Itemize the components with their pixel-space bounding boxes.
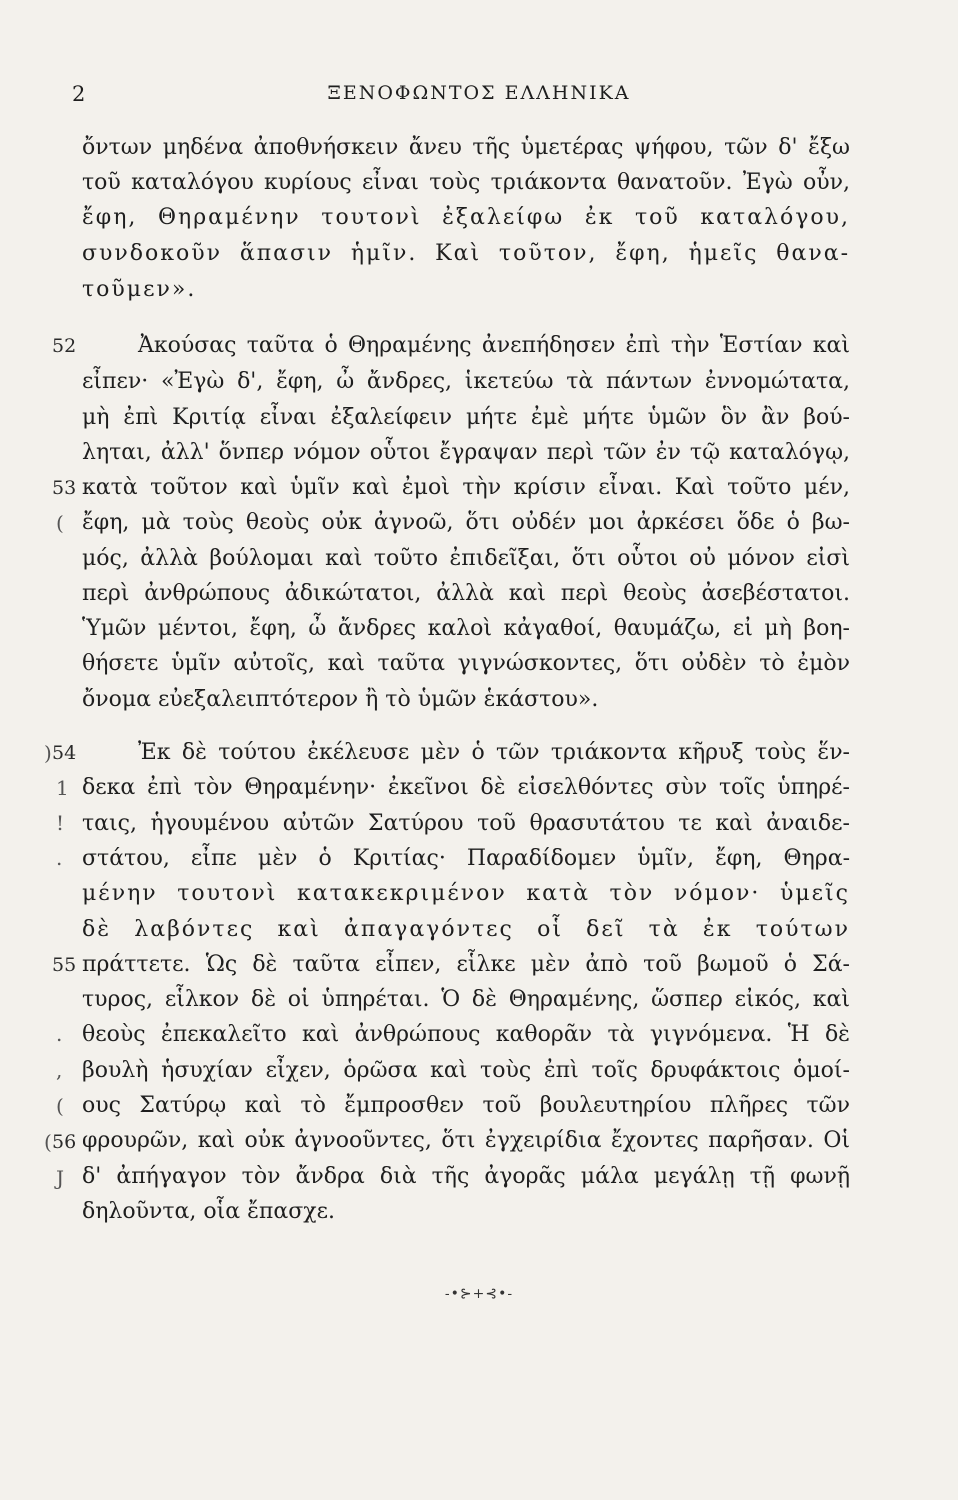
margin-mark: ( [56, 1094, 64, 1118]
section-number-54: 54 [52, 742, 77, 764]
text-line: δηλοῦντα, οἷα ἔπασχε. [82, 1199, 335, 1224]
margin-mark: ( [44, 1130, 52, 1154]
margin-mark: . [56, 846, 63, 870]
section-number-52: 52 [52, 335, 77, 357]
text-line: θήσετε ὑμῖν αὐτοῖς, καὶ ταῦτα γιγνώσκοντες, ὅτι οὐδὲν τὸ ἐμὸν [82, 651, 850, 676]
page-header [0, 82, 958, 112]
margin-mark: , [56, 1058, 63, 1082]
text-line: ληται, ἀλλ' ὅνπερ νόμον οὗτοι ἔγραψαν περὶ τῶν ἐν τῷ καταλόγῳ, [82, 440, 850, 465]
text-line: τοῦ καταλόγου κυρίους εἶναι τοὺς τριάκοντα θανατοῦν. Ἐγὼ οὖν, [82, 170, 850, 195]
margin-mark: ) [44, 741, 52, 765]
text-line: δὲ λαβόντες καὶ ἀπαγαγόντες οἷ δεῖ τὰ ἐκ τούτων [82, 917, 850, 942]
text-line: εἶπεν· «Ἐγὼ δ', ἔφη, ὦ ἄνδρες, ἱκετεύω τὰ πάντων ἐννομώτατα, [82, 369, 850, 394]
text-line: συνδοκοῦν ἅπασιν ἡμῖν. Καὶ τοῦτον, ἔφη, ἡμεῖς θανα- [82, 241, 850, 266]
text-line: ὄνομα εὐεξαλειπτότερον ἢ τὸ ὑμῶν ἑκάστου». [82, 687, 599, 712]
section-number-53: 53 [52, 477, 77, 499]
text-line: τοῦμεν». [82, 277, 197, 302]
margin-mark: ! [56, 811, 65, 835]
end-ornament: -•⊱+⊰•- [444, 1286, 514, 1302]
page-number: 2 [72, 82, 86, 106]
text-line: Ὑμῶν μέντοι, ἔφη, ὦ ἄνδρες καλοὶ κἀγαθοί, θαυμάζω, εἰ μὴ βοη- [82, 616, 850, 641]
running-title: ΞΕΝΟΦΩΝΤΟΣ ΕΛΛΗΝΙΚΑ [327, 82, 631, 104]
margin-mark: ( [56, 511, 64, 535]
text-line: ὄντων μηδένα ἀποθνήσκειν ἄνευ τῆς ὑμετέρας ψήφου, τῶν δ' ἔξω [82, 135, 850, 160]
text-line: δ' ἀπήγαγον τὸν ἄνδρα διὰ τῆς ἀγορᾶς μάλα μεγάλῃ τῇ φωνῇ [82, 1164, 850, 1189]
margin-mark: J [56, 1166, 65, 1190]
text-line: ους Σατύρῳ καὶ τὸ ἔμπροσθεν τοῦ βουλευτηρίου πλῆρες τῶν [82, 1093, 850, 1118]
text-line: μός, ἀλλὰ βούλομαι καὶ τοῦτο ἐπιδεῖξαι, ὅτι οὗτοι οὐ μόνον εἰσὶ [82, 546, 850, 571]
text-line: μὴ ἐπὶ Κριτίᾳ εἶναι ἐξαλείφειν μήτε ἐμὲ μήτε ὑμῶν ὃν ἂν βού- [82, 405, 850, 430]
text-line: Ἐκ δὲ τούτου ἐκέλευσε μὲν ὁ τῶν τριάκοντα κῆρυξ τοὺς ἕν- [138, 740, 850, 765]
text-line: φρουρῶν, καὶ οὐκ ἀγνοοῦντες, ὅτι ἐγχειρίδια ἔχοντες παρῆσαν. Οἱ [82, 1128, 850, 1153]
margin-mark: . [56, 1022, 63, 1046]
text-line: κατὰ τοῦτον καὶ ὑμῖν καὶ ἐμοὶ τὴν κρίσιν εἶναι. Καὶ τοῦτο μέν, [82, 475, 850, 500]
text-line: πράττετε. Ὡς δὲ ταῦτα εἶπεν, εἷλκε μὲν ἀπὸ τοῦ βωμοῦ ὁ Σά- [82, 952, 850, 977]
text-line: δεκα ἐπὶ τὸν Θηραμένην· ἐκεῖνοι δὲ εἰσελθόντες σὺν τοῖς ὑπηρέ- [82, 775, 850, 800]
text-line: ἔφη, Θηραμένην τουτονὶ ἐξαλείφω ἐκ τοῦ καταλόγου, [82, 205, 850, 230]
section-number-56: 56 [52, 1131, 77, 1153]
text-line: ἔφη, μὰ τοὺς θεοὺς οὐκ ἀγνοῶ, ὅτι οὐδέν μοι ἀρκέσει ὅδε ὁ βω- [82, 510, 850, 535]
text-line: βουλὴ ἡσυχίαν εἶχεν, ὁρῶσα καὶ τοὺς ἐπὶ τοῖς δρυφάκτοις ὁμοί- [82, 1058, 850, 1083]
text-line: μένην τουτονὶ κατακεκριμένον κατὰ τὸν νόμον· ὑμεῖς [82, 881, 850, 906]
margin-mark: 1 [56, 776, 69, 800]
section-number-55: 55 [52, 954, 77, 976]
text-line: τυρος, εἷλκον δὲ οἱ ὑπηρέται. Ὁ δὲ Θηραμένης, ὥσπερ εἰκός, καὶ [82, 987, 850, 1012]
text-line: περὶ ἀνθρώπους ἀδικώτατοι, ἀλλὰ καὶ περὶ θεοὺς ἀσεβέστατοι. [82, 581, 850, 606]
text-line: Ἀκούσας ταῦτα ὁ Θηραμένης ἀνεπήδησεν ἐπὶ τὴν Ἑστίαν καὶ [138, 333, 850, 358]
text-line: θεοὺς ἐπεκαλεῖτο καὶ ἀνθρώπους καθορᾶν τὰ γιγνόμενα. Ἡ δὲ [82, 1022, 850, 1047]
text-line: στάτου, εἶπε μὲν ὁ Κριτίας· Παραδίδομεν ὑμῖν, ἔφη, Θηρα- [82, 846, 850, 871]
text-line: ταις, ἡγουμένου αὐτῶν Σατύρου τοῦ θρασυτάτου τε καὶ ἀναιδε- [82, 811, 850, 836]
